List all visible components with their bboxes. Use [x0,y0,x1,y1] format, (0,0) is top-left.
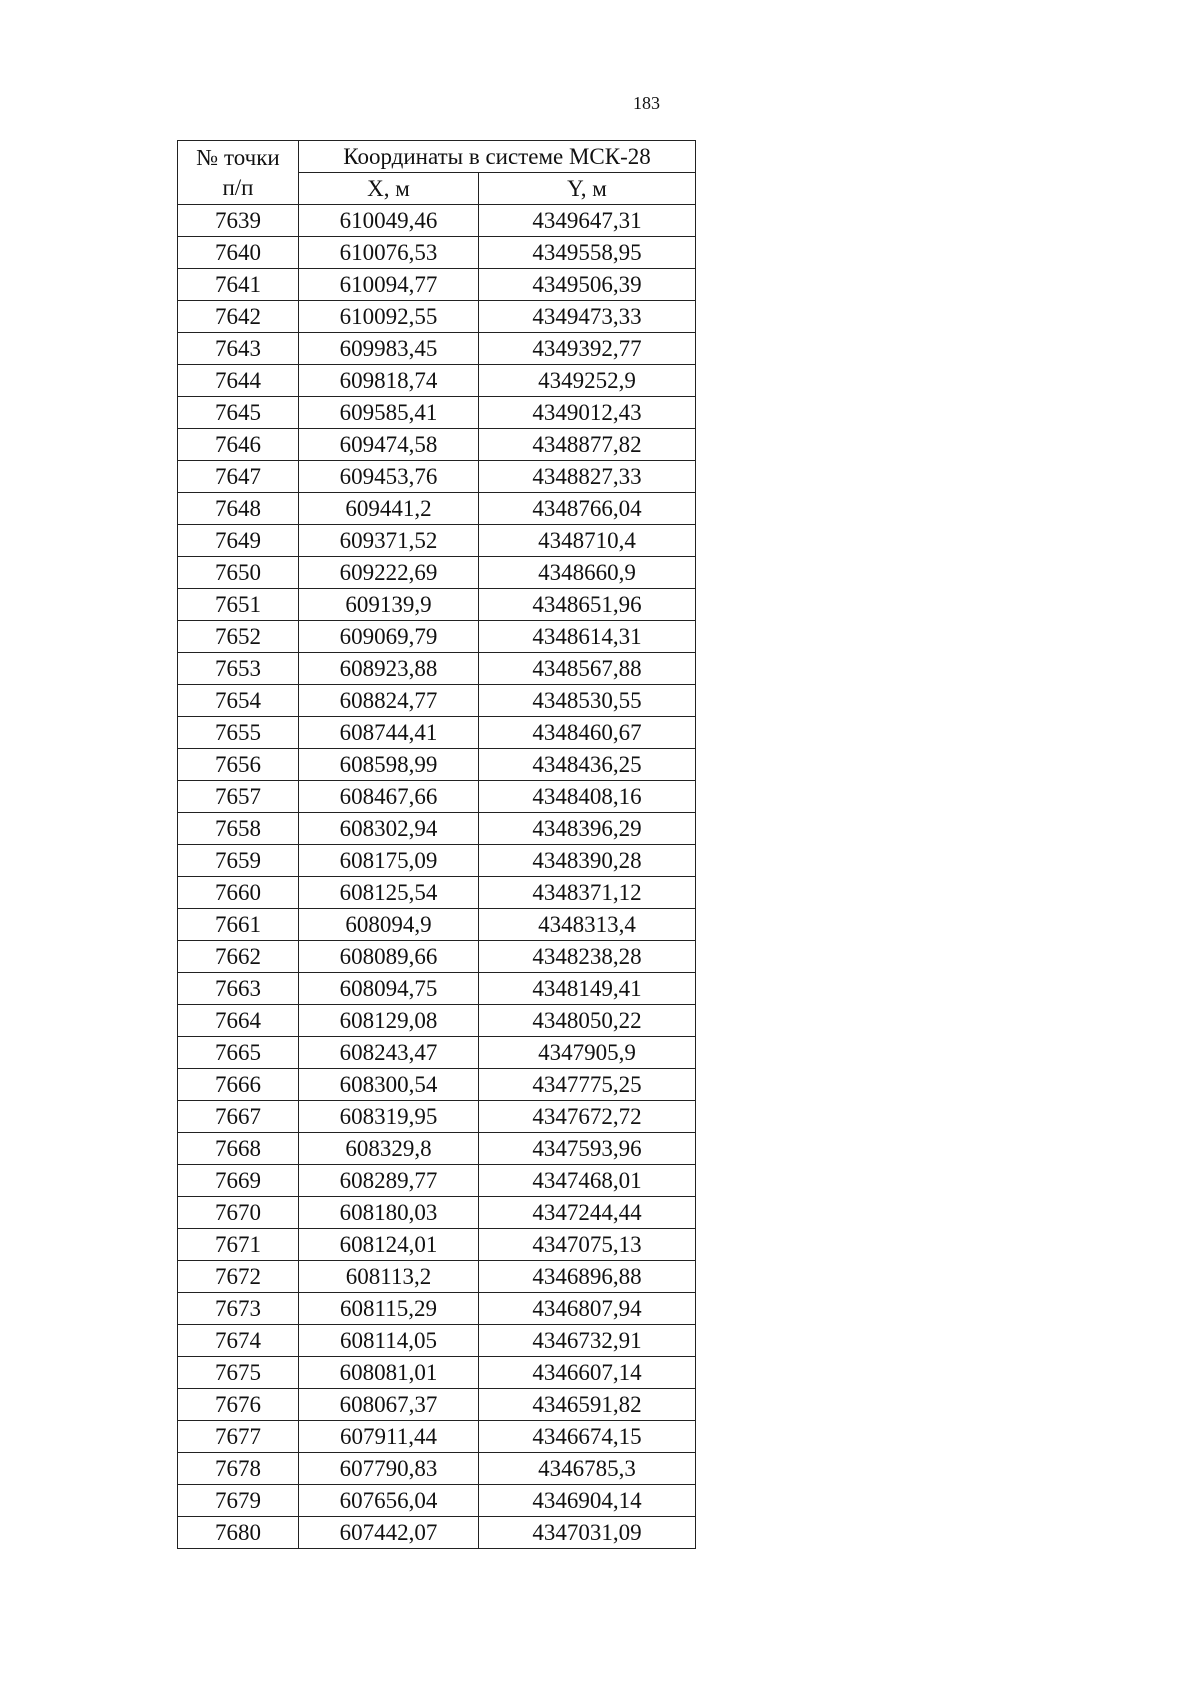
x-coordinate-cell: 608089,66 [299,941,479,973]
y-coordinate-cell: 4347031,09 [479,1517,696,1549]
x-coordinate-cell: 609585,41 [299,397,479,429]
x-coordinate-cell: 609441,2 [299,493,479,525]
x-coordinate-cell: 608113,2 [299,1261,479,1293]
x-coordinate-cell: 609818,74 [299,365,479,397]
y-coordinate-cell: 4348766,04 [479,493,696,525]
y-coordinate-cell: 4348371,12 [479,877,696,909]
x-coordinate-cell: 610094,77 [299,269,479,301]
y-coordinate-cell: 4347775,25 [479,1069,696,1101]
x-coordinate-cell: 609222,69 [299,557,479,589]
table-row [178,557,696,589]
table-row [178,1229,696,1261]
table-row [178,813,696,845]
table-row [178,397,696,429]
x-coordinate-cell: 608175,09 [299,845,479,877]
table-row [178,685,696,717]
table-row [178,1133,696,1165]
x-coordinate-cell: 608124,01 [299,1229,479,1261]
point-number-cell: 7679 [178,1485,299,1517]
x-coordinate-cell: 608598,99 [299,749,479,781]
y-coordinate-cell: 4348530,55 [479,685,696,717]
x-coordinate-cell: 608125,54 [299,877,479,909]
x-coordinate-cell: 609139,9 [299,589,479,621]
table-row [178,1261,696,1293]
coordinates-header: Координаты в системе МСК-28 [299,141,696,173]
point-number-cell: 7653 [178,653,299,685]
point-number-cell: 7649 [178,525,299,557]
x-coordinate-cell: 608329,8 [299,1133,479,1165]
y-coordinate-cell: 4348651,96 [479,589,696,621]
table-row [178,1101,696,1133]
table-row [178,237,696,269]
y-coordinate-cell: 4348567,88 [479,653,696,685]
point-number-cell: 7675 [178,1357,299,1389]
point-number-cell: 7645 [178,397,299,429]
table-row [178,1421,696,1453]
point-number-cell: 7654 [178,685,299,717]
y-coordinate-cell: 4346607,14 [479,1357,696,1389]
y-coordinate-cell: 4348313,4 [479,909,696,941]
point-number-cell: 7668 [178,1133,299,1165]
y-coordinate-cell: 4348390,28 [479,845,696,877]
y-coordinate-cell: 4348460,67 [479,717,696,749]
table-row [178,1357,696,1389]
point-number-cell: 7657 [178,781,299,813]
y-coordinate-cell: 4347905,9 [479,1037,696,1069]
y-coordinate-cell: 4349647,31 [479,205,696,237]
table-row [178,1069,696,1101]
x-coordinate-cell: 608319,95 [299,1101,479,1133]
y-coordinate-cell: 4348827,33 [479,461,696,493]
point-number-cell: 7670 [178,1197,299,1229]
y-coordinate-cell: 4348614,31 [479,621,696,653]
y-coordinate-cell: 4348710,4 [479,525,696,557]
table-row [178,269,696,301]
y-coordinate-cell: 4347075,13 [479,1229,696,1261]
x-column-header: X, м [299,173,479,205]
x-coordinate-cell: 608300,54 [299,1069,479,1101]
y-coordinate-cell: 4347244,44 [479,1197,696,1229]
x-coordinate-cell: 608114,05 [299,1325,479,1357]
y-coordinate-cell: 4349473,33 [479,301,696,333]
point-number-cell: 7665 [178,1037,299,1069]
point-number-cell: 7666 [178,1069,299,1101]
x-coordinate-cell: 607442,07 [299,1517,479,1549]
table-row [178,941,696,973]
x-coordinate-cell: 608094,75 [299,973,479,1005]
x-coordinate-cell: 608824,77 [299,685,479,717]
table-row [178,877,696,909]
point-number-cell: 7642 [178,301,299,333]
point-number-cell: 7656 [178,749,299,781]
y-coordinate-cell: 4346785,3 [479,1453,696,1485]
table-row [178,333,696,365]
x-coordinate-cell: 609453,76 [299,461,479,493]
point-number-cell: 7662 [178,941,299,973]
point-number-cell: 7676 [178,1389,299,1421]
x-coordinate-cell: 608923,88 [299,653,479,685]
point-number-header [178,141,299,205]
x-coordinate-cell: 608302,94 [299,813,479,845]
x-coordinate-cell: 608067,37 [299,1389,479,1421]
table-row [178,1517,696,1549]
x-coordinate-cell: 607911,44 [299,1421,479,1453]
y-coordinate-cell: 4346807,94 [479,1293,696,1325]
point-number-cell: 7661 [178,909,299,941]
table-row [178,1005,696,1037]
point-number-cell: 7660 [178,877,299,909]
y-coordinate-cell: 4348877,82 [479,429,696,461]
y-coordinate-cell: 4346904,14 [479,1485,696,1517]
y-coordinate-cell: 4348436,25 [479,749,696,781]
y-coordinate-cell: 4347672,72 [479,1101,696,1133]
point-number-cell: 7671 [178,1229,299,1261]
y-coordinate-cell: 4348149,41 [479,973,696,1005]
table-row [178,1293,696,1325]
table-row [178,1197,696,1229]
table-row [178,717,696,749]
x-coordinate-cell: 609069,79 [299,621,479,653]
x-coordinate-cell: 608243,47 [299,1037,479,1069]
x-coordinate-cell: 608081,01 [299,1357,479,1389]
point-number-cell: 7674 [178,1325,299,1357]
x-coordinate-cell: 609474,58 [299,429,479,461]
y-coordinate-cell: 4349558,95 [479,237,696,269]
y-coordinate-cell: 4348050,22 [479,1005,696,1037]
point-number-cell: 7664 [178,1005,299,1037]
y-coordinate-cell: 4349506,39 [479,269,696,301]
table-row [178,1453,696,1485]
table-row [178,525,696,557]
x-coordinate-cell: 608115,29 [299,1293,479,1325]
y-coordinate-cell: 4349392,77 [479,333,696,365]
table-row [178,973,696,1005]
point-number-cell: 7677 [178,1421,299,1453]
table-row [178,621,696,653]
point-number-header-line2: п/п [222,174,254,200]
point-number-cell: 7651 [178,589,299,621]
table-row [178,301,696,333]
y-column-header: Y, м [479,173,696,205]
x-coordinate-cell: 610076,53 [299,237,479,269]
x-coordinate-cell: 607656,04 [299,1485,479,1517]
table-body [178,205,696,1549]
table-header [178,141,696,205]
point-number-cell: 7641 [178,269,299,301]
point-number-cell: 7659 [178,845,299,877]
x-coordinate-cell: 610092,55 [299,301,479,333]
point-number-cell: 7647 [178,461,299,493]
x-coordinate-cell: 610049,46 [299,205,479,237]
x-coordinate-cell: 608467,66 [299,781,479,813]
point-number-cell: 7644 [178,365,299,397]
point-number-header-line1: № точки [196,144,280,170]
point-number-cell: 7646 [178,429,299,461]
y-coordinate-cell: 4349012,43 [479,397,696,429]
table-row [178,493,696,525]
point-number-cell: 7680 [178,1517,299,1549]
table-row [178,1165,696,1197]
table-row [178,1389,696,1421]
y-coordinate-cell: 4346896,88 [479,1261,696,1293]
x-coordinate-cell: 607790,83 [299,1453,479,1485]
x-coordinate-cell: 608744,41 [299,717,479,749]
y-coordinate-cell: 4347468,01 [479,1165,696,1197]
table-row [178,909,696,941]
point-number-cell: 7650 [178,557,299,589]
y-coordinate-cell: 4349252,9 [479,365,696,397]
point-number-cell: 7643 [178,333,299,365]
x-coordinate-cell: 609983,45 [299,333,479,365]
table-row [178,365,696,397]
point-number-cell: 7648 [178,493,299,525]
y-coordinate-cell: 4348238,28 [479,941,696,973]
table-row [178,1037,696,1069]
x-coordinate-cell: 608094,9 [299,909,479,941]
point-number-cell: 7673 [178,1293,299,1325]
table-row [178,205,696,237]
table-row [178,429,696,461]
x-coordinate-cell: 608289,77 [299,1165,479,1197]
table-row [178,589,696,621]
page-number: 183 [633,93,660,113]
point-number-cell: 7639 [178,205,299,237]
point-number-cell: 7669 [178,1165,299,1197]
point-number-cell: 7655 [178,717,299,749]
table-row [178,653,696,685]
point-number-cell: 7640 [178,237,299,269]
point-number-cell: 7672 [178,1261,299,1293]
y-coordinate-cell: 4347593,96 [479,1133,696,1165]
y-coordinate-cell: 4346732,91 [479,1325,696,1357]
table-row [178,1485,696,1517]
x-coordinate-cell: 608180,03 [299,1197,479,1229]
y-coordinate-cell: 4346674,15 [479,1421,696,1453]
table-row [178,461,696,493]
x-coordinate-cell: 608129,08 [299,1005,479,1037]
y-coordinate-cell: 4346591,82 [479,1389,696,1421]
point-number-cell: 7663 [178,973,299,1005]
point-number-cell: 7652 [178,621,299,653]
point-number-cell: 7678 [178,1453,299,1485]
x-coordinate-cell: 609371,52 [299,525,479,557]
table-row [178,781,696,813]
y-coordinate-cell: 4348408,16 [479,781,696,813]
coordinates-table [177,140,696,1549]
point-number-cell: 7667 [178,1101,299,1133]
table-row [178,749,696,781]
table-row [178,1325,696,1357]
point-number-cell: 7658 [178,813,299,845]
y-coordinate-cell: 4348660,9 [479,557,696,589]
table-row [178,845,696,877]
y-coordinate-cell: 4348396,29 [479,813,696,845]
